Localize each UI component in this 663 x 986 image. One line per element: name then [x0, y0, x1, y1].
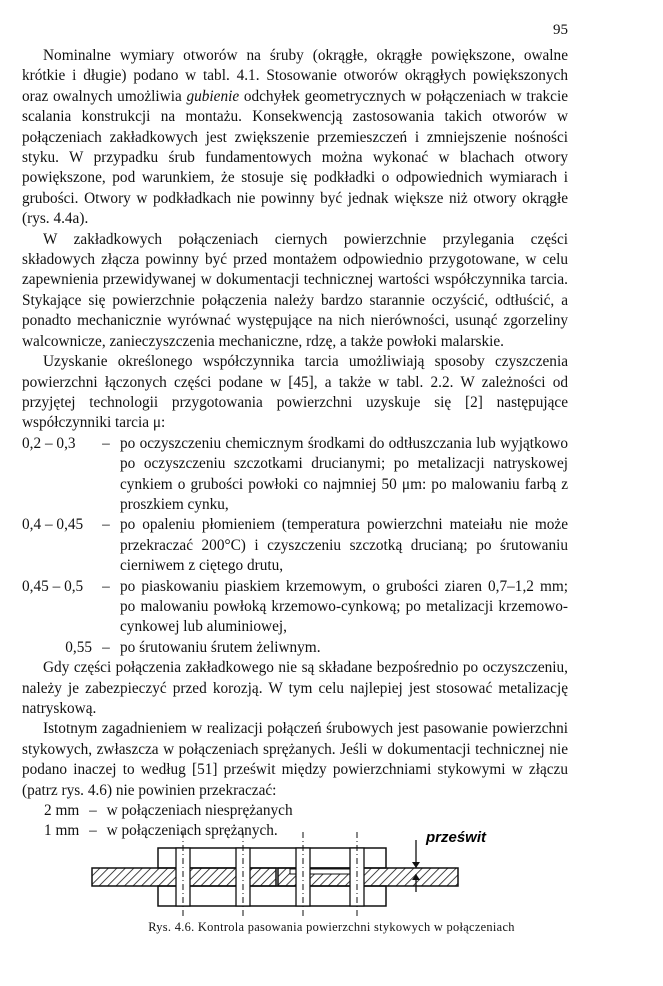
paragraph-1-emphasis: gubienie: [186, 87, 240, 105]
paragraph-1-text-a: Nominalne wymiary otworów na śruby (okrągłe, okrągłe powiększone, owalne krótkie i długie) podano w tabl. 4.1. Stosowanie otworów okrągłych powiększonych oraz owalnych umożliwia: [22, 47, 568, 105]
paragraph-3: Uzyskanie określonego współczynnika tarcia umożliwiają sposoby czyszczenia powierzchni łączonych części podane w [45], a także w tabl. 2.2. W zależności od przyjętej technologii przygotowania powierzchni uzyskuje się [2] następujące współczynniki tarcia μ:: [22, 353, 568, 432]
coefficient-list: [22, 434, 568, 658]
paragraph-1-text-b: odchyłek geometrycznych w połączeniach w trakcie scalania konstrukcji na montażu. Konsekwencją zastosowania takich otworów w połączeniach zakładkowych jest zwiększenie przemieszczeń i zmniejszenie nośności styku. W przypadku śrub fundamentowych można wykonać w blachach otwory powiększone, pod warunkiem, że stosuje się podkładki o odpowiednich wymiarach i grubości. Otwory w podkładkach nie powinny być jednak większe niż otwory okrągłe (rys. 4.4a).: [22, 87, 568, 228]
coefficient-dash: –: [102, 577, 110, 595]
paragraph-2: W zakładkowych połączeniach ciernych powierzchnie przylegania części składowych złącza powinny być przed montażem odpowiednio przygotowane, w celu zapewnienia przewidywanej w dokumentacji technicznej wartości współczynnika tarcia. Stykające się powierzchnie połączenia należy bardzo starannie oczyścić, odtłuścić, a ponadto mechanicznie wyrównać występujące na nich nierówności, usunąć zgorzeliny walcownicze, zanieczyszczenia mechaniczne, rdzę, a także powłoki malarskie.: [22, 230, 568, 350]
coefficient-item: [22, 577, 568, 638]
coefficient-description: po opaleniu płomieniem (temperatura powierzchni mateiału nie może przekraczać 200°C) i czyszczeniu szczotką drucianą; po śrutowaniu cierniwem z ciętego drutu,: [120, 516, 568, 575]
requirement-value: 1 mm: [44, 822, 80, 840]
coefficient-item: [22, 515, 568, 576]
bolt: [176, 832, 190, 918]
coefficient-description: po oczyszczeniu chemicznym środkami do odtłuszczania lub wyjątkowo po oczyszczeniu szczotkami drucianymi; po metalizacji natryskowej cynkiem o grubości powłoki co najmniej 50 μm: po malowaniu farbą z proszkiem cynku,: [120, 434, 568, 513]
coefficient-item: [22, 638, 568, 658]
requirement-description: w połączeniach niesprężanych: [106, 802, 293, 820]
coefficient-description: po śrutowaniu śrutem żeliwnym.: [120, 638, 321, 656]
figure-caption: Rys. 4.6. Kontrola pasowania powierzchni stykowych w połączeniach: [148, 920, 515, 934]
coefficient-value: 0,45 – 0,5: [22, 577, 84, 595]
page-number: 95: [553, 22, 568, 38]
paragraph-4: Gdy części połączenia zakładkowego nie są składane bezpośrednio po oczyszczeniu, należy je zabezpieczyć przed korozją. W tym celu najlepiej jest stosować metalizację natryskową.: [22, 659, 568, 717]
coefficient-value: 0,2 – 0,3: [22, 434, 76, 452]
bolt: [350, 832, 364, 918]
joint-diagram: [90, 818, 570, 918]
gap-label: prześwit: [426, 829, 487, 846]
coefficient-value: 0,55: [65, 638, 92, 656]
bolt: [296, 832, 310, 918]
bolt: [236, 832, 250, 918]
coefficient-dash: –: [102, 516, 110, 534]
figure-bolted-joint: [90, 818, 570, 928]
coefficient-description: po piaskowaniu piaskiem krzemowym, o grubości ziaren 0,7–1,2 mm; po malowaniu powłoką krzemowo-cynkową; po metalizacji krzemowo-cynkowej lub aluminiowej,: [120, 577, 568, 636]
requirement-dash: –: [89, 802, 97, 820]
requirement-description: w połączeniach sprężanych.: [106, 822, 278, 840]
paragraph-1: [22, 46, 568, 230]
body-text: [22, 46, 568, 842]
requirement-dash: –: [89, 822, 97, 840]
requirement-value: 2 mm: [44, 802, 80, 820]
coefficient-item: [22, 434, 568, 516]
coefficient-value: 0,4 – 0,45: [22, 516, 84, 534]
coefficient-dash: –: [102, 638, 110, 656]
paragraph-5: Istotnym zagadnieniem w realizacji połączeń śrubowych jest pasowanie powierzchni stykowych, zwłaszcza w połączeniach sprężanych. Jeśli w dokumentacji technicznej nie podano inaczej to według [51] prześwit między powierzchniami stykowymi w złączu (patrz rys. 4.6) nie powinien przekraczać:: [22, 720, 568, 799]
coefficient-dash: –: [102, 434, 110, 452]
